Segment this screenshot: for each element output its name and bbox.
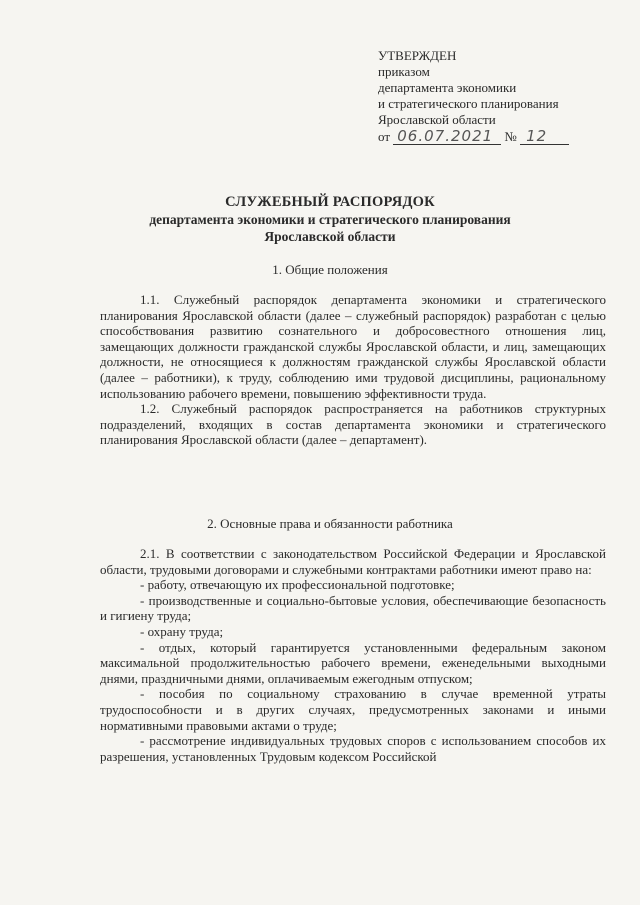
handwritten-date: 06.07.2021 [393, 128, 501, 145]
approval-line: приказом [378, 64, 430, 79]
section-2-heading: 2. Основные права и обязанности работника [207, 516, 453, 531]
number-label: № [504, 129, 517, 144]
list-item: - охрану труда; [140, 623, 224, 639]
title-line-2: департамента экономики и стратегического планирования [149, 212, 511, 227]
approval-line: департамента экономики [378, 80, 517, 95]
list-item: - производственные и социально-бытовые условия, обеспечивающие безопасность и гигиену труда; [100, 592, 606, 624]
from-label: от [378, 129, 391, 144]
approval-line: и стратегического планирования [378, 96, 559, 111]
section-2-body [100, 546, 606, 764]
approval-stamp-block [378, 48, 618, 145]
handwritten-number: 12 [520, 128, 569, 145]
section-1-body [100, 292, 606, 448]
approval-title: УТВЕРЖДЕН [378, 48, 457, 63]
approval-line: Ярославской области [378, 112, 496, 127]
paragraph-2-1: 2.1. В соответствии с законодательством Российской Федерации и Ярославской области, трудовыми договорами и служебными контрактами работники имеют право на: [100, 546, 606, 577]
title-line-3: Ярославской области [264, 229, 396, 244]
paragraph-1-1: 1.1. Служебный распорядок департамента экономики и стратегического планирования Ярославской области (далее – служебный распорядок) разработан с целью способствования развитию сознательного и добросовестного отношения лиц, замещающих должности гражданской службы Ярославской области, и лиц, замещающих должности, не относящиеся к должностям гражданской службы Ярославской области (далее – работники), к труду, соблюдению ими трудовой дисциплины, рациональному использованию рабочего времени, повышению эффективности труда. [100, 292, 606, 401]
list-item: - работу, отвечающую их профессиональной подготовке; [140, 577, 455, 593]
paragraph-1-2: 1.2. Служебный распорядок распространяется на работников структурных подразделений, входящих в состав департамента экономики и стратегического планирования Ярославской области (далее – департамент). [100, 401, 606, 448]
document-title [80, 194, 580, 245]
list-item: - рассмотрение индивидуальных трудовых споров с использованием способов их разрешения, установленных Трудовым кодексом Российской [100, 733, 606, 764]
title-line-1: СЛУЖЕБНЫЙ РАСПОРЯДОК [225, 194, 435, 210]
list-item: - отдых, который гарантируется установленными федеральным законом максимальной продолжительностью рабочего времени, еженедельными выходными днями, праздничными днями, оплачиваемым ежегодным отпуском; [100, 639, 606, 686]
list-item: - пособия по социальному страхованию в случае временной утраты трудоспособности и в других случаях, предусмотренных законами и иными нормативными правовыми актами о труде; [100, 686, 606, 733]
approval-date-line [378, 128, 618, 145]
section-1-heading: 1. Общие положения [272, 262, 388, 277]
